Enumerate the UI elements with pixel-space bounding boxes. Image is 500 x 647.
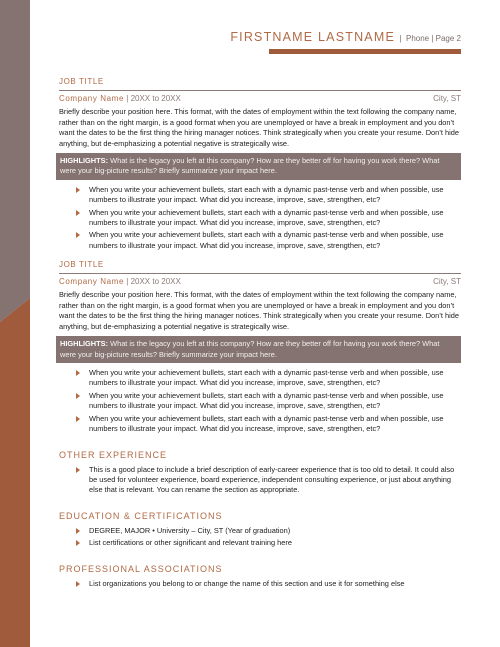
job-title: JOB TITLE: [59, 77, 104, 86]
list-item: When you write your achievement bullets, start each with a dynamic past-tense verb and when possible, use numbers to illustrate your impact. What did you increase, improve, save, strengthen, etc?: [89, 185, 461, 206]
employment-dates: | 20XX to 20XX: [126, 277, 181, 287]
job-entry-2: [59, 260, 461, 434]
list-item: This is a good place to include a brief description of early-career experience that is too old to detail. It could also be used for volunteer experience, board experience, independent consulting experience, or just about anything else that is relevant. You can rename the section as appropriate.: [89, 465, 461, 496]
dates-text: 20XX to 20XX: [130, 94, 181, 103]
resume-page: [59, 28, 461, 591]
section-heading-other-experience: OTHER EXPERIENCE: [59, 449, 168, 460]
company-line: [59, 90, 461, 104]
job-location: City, ST: [433, 277, 461, 287]
header-separator: |: [399, 34, 402, 43]
highlights-label: HIGHLIGHTS:: [60, 339, 109, 349]
list-item: DEGREE, MAJOR • University – City, ST (Year of graduation): [89, 526, 461, 536]
education-list: [59, 526, 461, 549]
achievement-list: [59, 368, 461, 434]
list-item: When you write your achievement bullets, start each with a dynamic past-tense verb and when possible, use numbers to illustrate your impact. What did you increase, improve, save, strengthen, etc?: [89, 391, 461, 412]
highlights-box: [56, 153, 461, 180]
section-heading-associations: PROFESSIONAL ASSOCIATIONS: [59, 563, 223, 574]
header-meta: Phone | Page 2: [405, 34, 461, 43]
sidebar-taupe-band: [0, 0, 30, 322]
company-line: [59, 273, 461, 287]
job-location: City, ST: [433, 94, 461, 103]
candidate-name: FIRSTNAME LASTNAME: [230, 30, 395, 44]
list-item: When you write your achievement bullets, start each with a dynamic past-tense verb and when possible, use numbers to illustrate your impact. What did you increase, improve, save, strengthen, etc?: [89, 208, 461, 229]
company-name: Company Name: [59, 94, 125, 103]
list-item: When you write your achievement bullets, start each with a dynamic past-tense verb and when possible, use numbers to illustrate your impact. What did you increase, improve, save, strengthen, etc?: [89, 368, 461, 389]
sidebar-rust-band: [0, 298, 30, 647]
other-experience-list: [59, 465, 461, 496]
employment-dates: | 20XX to 20XX: [126, 94, 181, 103]
list-item: List certifications or other significant and relevant training here: [89, 538, 461, 548]
highlights-box: [56, 336, 461, 363]
list-item: When you write your achievement bullets, start each with a dynamic past-tense verb and when possible, use numbers to illustrate your impact. What did you increase, improve, save, strengthen, etc?: [89, 230, 461, 251]
company-name: Company Name: [59, 277, 125, 287]
associations-list: [59, 579, 461, 589]
sidebar-decoration: [0, 0, 30, 647]
job-title: JOB TITLE: [59, 260, 104, 270]
job-description: Briefly describe your position here. This format, with the dates of employment within the text following the company name, rather than on the right margin, is a good format when you are unemployed or have a break in employment and you don’t want the dates to be the first thing the hiring manager notices. Think strategically when you create your resume. Don’t hide anything, but de-emphasizing a potential negative is strategically wise.: [59, 107, 459, 148]
highlights-text: What is the legacy you left at this company? How are they better off for having you work there? What were your big-picture results? Briefly summarize your impact here.: [60, 156, 440, 176]
section-heading-education: EDUCATION & CERTIFICATIONS: [59, 510, 223, 521]
header-rule: [269, 49, 461, 54]
highlights-label: HIGHLIGHTS:: [60, 156, 109, 165]
page-header: [59, 28, 461, 48]
achievement-list: [59, 185, 461, 251]
job-description: Briefly describe your position here. This format, with the dates of employment within the text following the company name, rather than on the right margin, is a good format when you are unemployed or have a break in employment and you don’t want the dates to be the first thing the hiring manager notices. Think strategically when you create your resume. Don’t hide anything, but de-emphasizing a potential negative is strategically wise.: [59, 290, 459, 331]
list-item: When you write your achievement bullets, start each with a dynamic past-tense verb and when possible, use numbers to illustrate your impact. What did you increase, improve, save, strengthen, etc?: [89, 414, 461, 435]
job-entry-1: [59, 77, 461, 251]
dates-text: 20XX to 20XX: [130, 277, 181, 287]
list-item: List organizations you belong to or change the name of this section and use it for something else: [89, 579, 461, 589]
highlights-text: What is the legacy you left at this company? How are they better off for having you work there? What were your big-picture results? Briefly summarize your impact here.: [60, 339, 440, 359]
